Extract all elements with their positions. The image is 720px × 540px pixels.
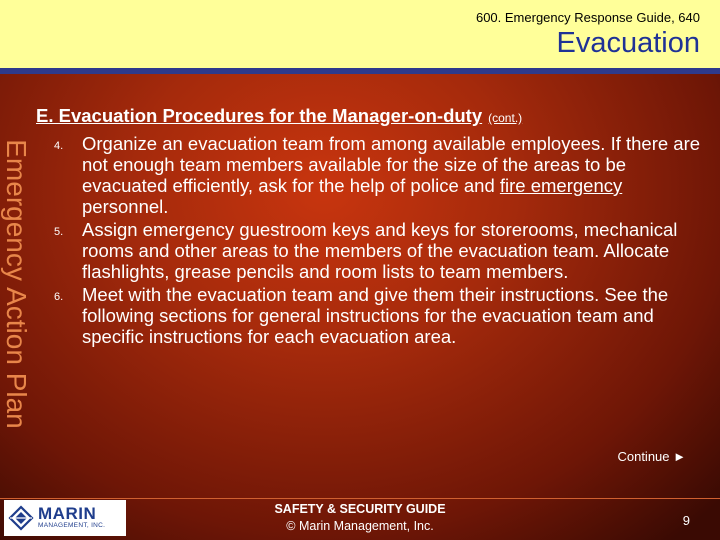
- content: [36, 105, 706, 347]
- footer-copyright: © Marin Management, Inc.: [286, 519, 434, 533]
- item-number: 6.: [54, 291, 64, 303]
- footer-divider: [0, 498, 720, 499]
- list-item: [36, 219, 706, 282]
- heading-note: (cont.): [488, 111, 523, 125]
- continue-link[interactable]: Continue ►: [617, 449, 686, 464]
- logo-subtitle: MANAGEMENT, INC.: [38, 522, 106, 529]
- section-title: Evacuation: [556, 27, 700, 59]
- header-divider: [0, 68, 720, 74]
- header: [0, 0, 720, 68]
- company-logo: [4, 500, 126, 536]
- item-text-end: personnel.: [82, 196, 169, 217]
- item-text: Assign emergency guestroom keys and keys for storerooms, mechanical rooms and other areas to the members of the evacuation team. Allocate flashlights, grease pencils and room lists to team members.: [82, 219, 678, 282]
- item-link-fire-emergency[interactable]: fire emergency: [499, 175, 623, 196]
- item-text: Meet with the evacuation team and give them their instructions. See the following sections for general instructions for the evacuation team and specific instructions for each evacuation area.: [82, 284, 669, 347]
- procedure-list: [36, 133, 706, 347]
- marin-logo-icon: [8, 505, 34, 531]
- item-number: 5.: [54, 226, 64, 238]
- item-text: Organize an evacuation team from among available employees. If there are not enough team members available for the size of the areas to be evacuated efficiently, ask for the help of police and: [82, 133, 701, 196]
- list-item: [36, 133, 706, 217]
- item-number: 4.: [54, 140, 64, 152]
- side-label: Emergency Action Plan: [1, 139, 32, 429]
- heading-text: E. Evacuation Procedures for the Manager-on-duty: [36, 105, 483, 126]
- course-title: 600. Emergency Response Guide, 640: [475, 10, 700, 25]
- page-number: 9: [682, 513, 690, 528]
- logo-name: MARIN: [38, 504, 97, 523]
- footer-title: SAFETY & SECURITY GUIDE: [274, 502, 446, 516]
- list-item: [36, 284, 706, 347]
- procedure-heading: [36, 105, 706, 127]
